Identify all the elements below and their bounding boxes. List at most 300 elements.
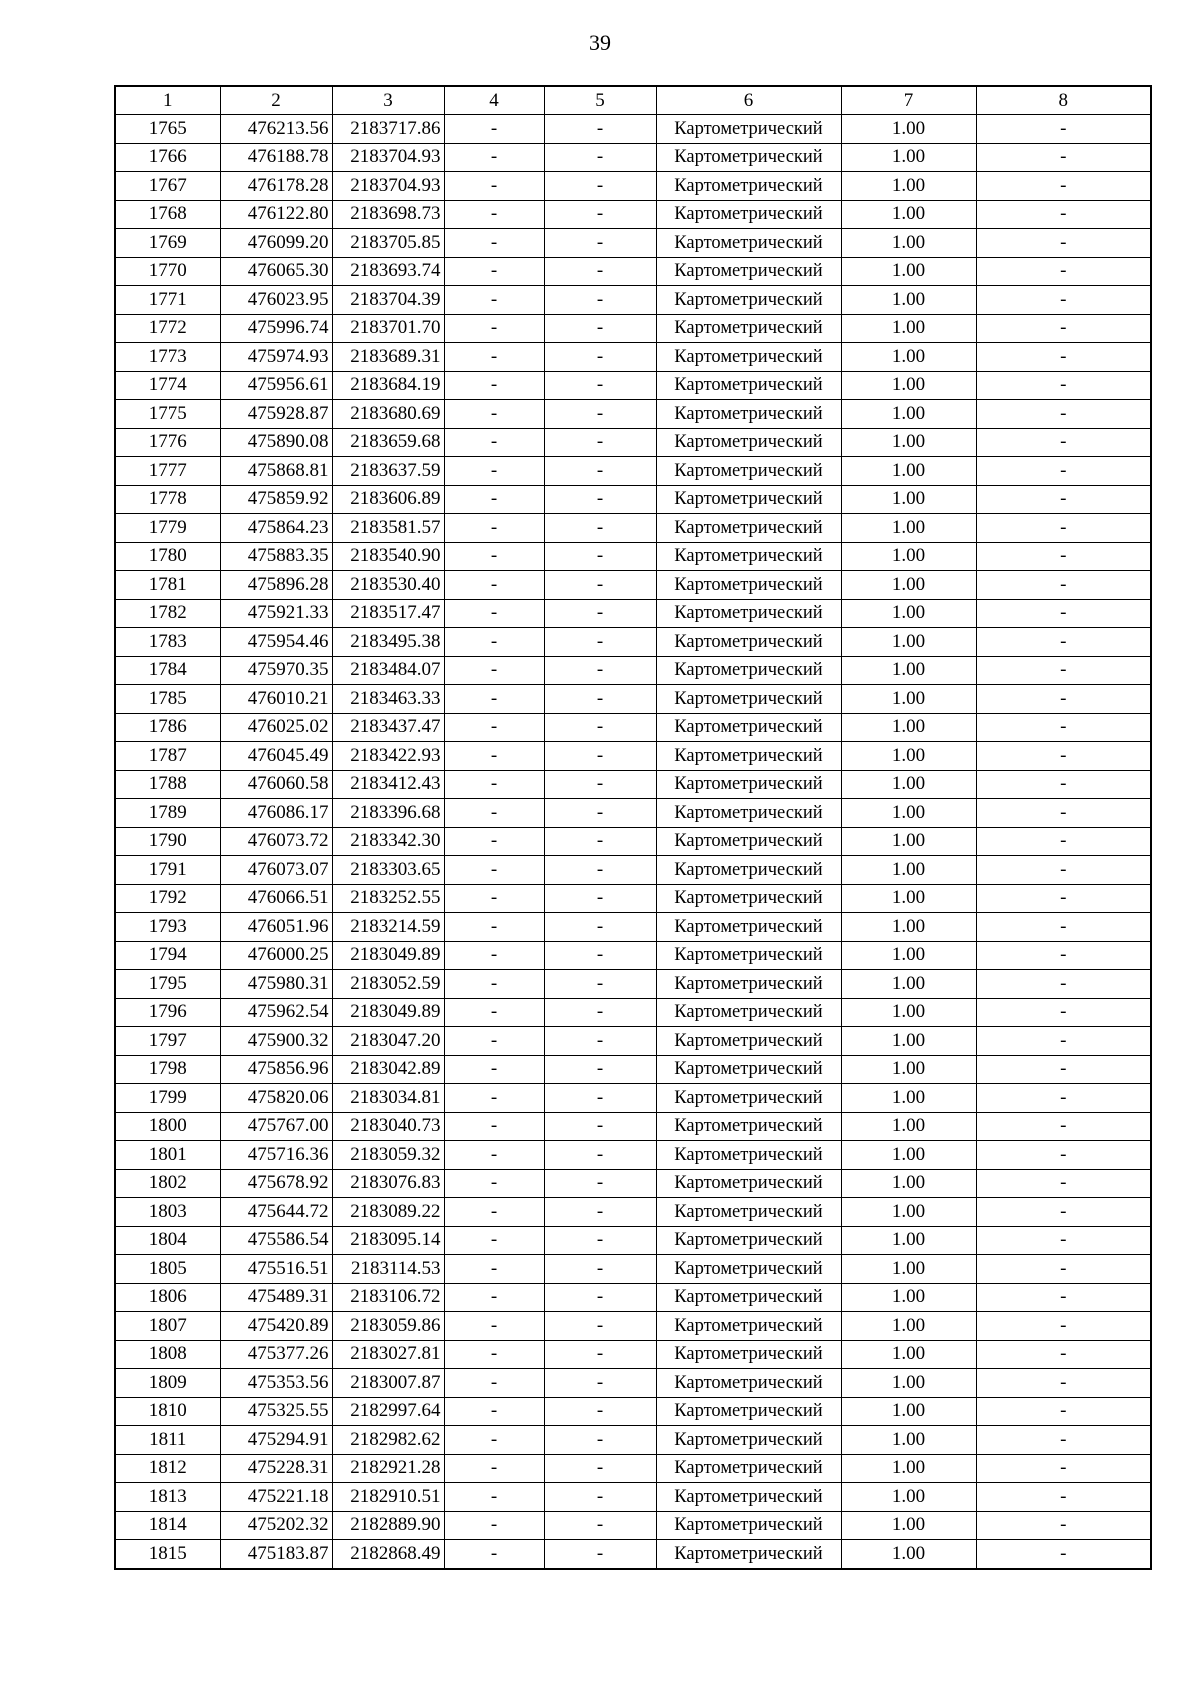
- point-number: 1800: [115, 1112, 220, 1141]
- col-5-value: -: [544, 827, 656, 856]
- column-header: 4: [444, 86, 544, 115]
- table-row: [115, 1112, 1151, 1141]
- col-5-value: -: [544, 913, 656, 942]
- coord-y: 2183027.81: [332, 1340, 444, 1369]
- table-row: [115, 1454, 1151, 1483]
- coord-x: 475864.23: [220, 514, 332, 543]
- col-8-value: -: [976, 1112, 1151, 1141]
- col-4-value: -: [444, 1426, 544, 1455]
- col-8-value: -: [976, 913, 1151, 942]
- col-8-value: -: [976, 856, 1151, 885]
- col-8-value: -: [976, 713, 1151, 742]
- accuracy-value: 1.00: [841, 1141, 976, 1170]
- col-4-value: -: [444, 1312, 544, 1341]
- coord-y: 2183717.86: [332, 115, 444, 144]
- point-number: 1802: [115, 1169, 220, 1198]
- method-value: Картометрический: [656, 685, 841, 714]
- coord-y: 2183689.31: [332, 343, 444, 372]
- method-value: Картометрический: [656, 1141, 841, 1170]
- coord-x: 475883.35: [220, 542, 332, 571]
- coord-y: 2183303.65: [332, 856, 444, 885]
- col-5-value: -: [544, 286, 656, 315]
- coord-x: 475489.31: [220, 1283, 332, 1312]
- accuracy-value: 1.00: [841, 1540, 976, 1569]
- table-row: [115, 770, 1151, 799]
- col-4-value: -: [444, 998, 544, 1027]
- col-8-value: -: [976, 428, 1151, 457]
- table-row: [115, 428, 1151, 457]
- table-row: [115, 742, 1151, 771]
- accuracy-value: 1.00: [841, 1369, 976, 1398]
- accuracy-value: 1.00: [841, 1198, 976, 1227]
- coord-x: 476065.30: [220, 257, 332, 286]
- col-5-value: -: [544, 856, 656, 885]
- table-row: [115, 286, 1151, 315]
- accuracy-value: 1.00: [841, 1255, 976, 1284]
- col-5-value: -: [544, 656, 656, 685]
- col-5-value: -: [544, 799, 656, 828]
- point-number: 1783: [115, 628, 220, 657]
- col-4-value: -: [444, 1055, 544, 1084]
- accuracy-value: 1.00: [841, 1340, 976, 1369]
- coord-y: 2183437.47: [332, 713, 444, 742]
- table-row: [115, 1027, 1151, 1056]
- col-8-value: -: [976, 1169, 1151, 1198]
- table-row: [115, 229, 1151, 258]
- coord-y: 2182982.62: [332, 1426, 444, 1455]
- accuracy-value: 1.00: [841, 428, 976, 457]
- col-4-value: -: [444, 1540, 544, 1569]
- col-8-value: -: [976, 1397, 1151, 1426]
- col-4-value: -: [444, 685, 544, 714]
- coord-x: 475420.89: [220, 1312, 332, 1341]
- method-value: Картометрический: [656, 371, 841, 400]
- method-value: Картометрический: [656, 514, 841, 543]
- method-value: Картометрический: [656, 599, 841, 628]
- col-8-value: -: [976, 371, 1151, 400]
- col-4-value: -: [444, 485, 544, 514]
- point-number: 1810: [115, 1397, 220, 1426]
- coord-x: 475974.93: [220, 343, 332, 372]
- col-5-value: -: [544, 257, 656, 286]
- col-4-value: -: [444, 970, 544, 999]
- coord-x: 475928.87: [220, 400, 332, 429]
- col-4-value: -: [444, 599, 544, 628]
- coord-y: 2183517.47: [332, 599, 444, 628]
- coord-x: 475516.51: [220, 1255, 332, 1284]
- coord-y: 2183342.30: [332, 827, 444, 856]
- col-8-value: -: [976, 1511, 1151, 1540]
- point-number: 1799: [115, 1084, 220, 1113]
- coord-x: 476213.56: [220, 115, 332, 144]
- coord-x: 476051.96: [220, 913, 332, 942]
- method-value: Картометрический: [656, 998, 841, 1027]
- col-5-value: -: [544, 628, 656, 657]
- coord-x: 475221.18: [220, 1483, 332, 1512]
- point-number: 1805: [115, 1255, 220, 1284]
- point-number: 1777: [115, 457, 220, 486]
- col-5-value: -: [544, 514, 656, 543]
- column-header: 6: [656, 86, 841, 115]
- col-5-value: -: [544, 1369, 656, 1398]
- col-5-value: -: [544, 428, 656, 457]
- accuracy-value: 1.00: [841, 599, 976, 628]
- method-value: Картометрический: [656, 713, 841, 742]
- col-8-value: -: [976, 685, 1151, 714]
- col-8-value: -: [976, 742, 1151, 771]
- col-5-value: -: [544, 229, 656, 258]
- point-number: 1772: [115, 314, 220, 343]
- accuracy-value: 1.00: [841, 143, 976, 172]
- column-header: 3: [332, 86, 444, 115]
- col-4-value: -: [444, 628, 544, 657]
- col-4-value: -: [444, 172, 544, 201]
- col-8-value: -: [976, 1027, 1151, 1056]
- col-8-value: -: [976, 400, 1151, 429]
- table-row: [115, 827, 1151, 856]
- coord-y: 2182910.51: [332, 1483, 444, 1512]
- accuracy-value: 1.00: [841, 799, 976, 828]
- col-8-value: -: [976, 343, 1151, 372]
- col-8-value: -: [976, 457, 1151, 486]
- col-8-value: -: [976, 542, 1151, 571]
- method-value: Картометрический: [656, 1312, 841, 1341]
- coord-y: 2183007.87: [332, 1369, 444, 1398]
- accuracy-value: 1.00: [841, 656, 976, 685]
- coord-x: 475767.00: [220, 1112, 332, 1141]
- table-row: [115, 656, 1151, 685]
- col-8-value: -: [976, 314, 1151, 343]
- col-5-value: -: [544, 571, 656, 600]
- method-value: Картометрический: [656, 314, 841, 343]
- method-value: Картометрический: [656, 1283, 841, 1312]
- method-value: Картометрический: [656, 1397, 841, 1426]
- table-row: [115, 1169, 1151, 1198]
- point-number: 1787: [115, 742, 220, 771]
- column-header: 7: [841, 86, 976, 115]
- col-8-value: -: [976, 1226, 1151, 1255]
- accuracy-value: 1.00: [841, 343, 976, 372]
- coord-y: 2183698.73: [332, 200, 444, 229]
- method-value: Картометрический: [656, 229, 841, 258]
- method-value: Картометрический: [656, 827, 841, 856]
- coord-y: 2183680.69: [332, 400, 444, 429]
- coord-y: 2183659.68: [332, 428, 444, 457]
- method-value: Картометрический: [656, 428, 841, 457]
- col-4-value: -: [444, 286, 544, 315]
- table-row: [115, 1483, 1151, 1512]
- accuracy-value: 1.00: [841, 485, 976, 514]
- accuracy-value: 1.00: [841, 371, 976, 400]
- col-8-value: -: [976, 827, 1151, 856]
- point-number: 1807: [115, 1312, 220, 1341]
- coord-x: 475970.35: [220, 656, 332, 685]
- coord-x: 475586.54: [220, 1226, 332, 1255]
- table-row: [115, 485, 1151, 514]
- table-row: [115, 856, 1151, 885]
- col-5-value: -: [544, 1426, 656, 1455]
- accuracy-value: 1.00: [841, 571, 976, 600]
- col-4-value: -: [444, 1340, 544, 1369]
- accuracy-value: 1.00: [841, 400, 976, 429]
- point-number: 1811: [115, 1426, 220, 1455]
- coord-y: 2183581.57: [332, 514, 444, 543]
- accuracy-value: 1.00: [841, 200, 976, 229]
- method-value: Картометрический: [656, 1483, 841, 1512]
- col-5-value: -: [544, 713, 656, 742]
- col-4-value: -: [444, 1511, 544, 1540]
- table-row: [115, 314, 1151, 343]
- point-number: 1803: [115, 1198, 220, 1227]
- coord-y: 2183059.86: [332, 1312, 444, 1341]
- col-5-value: -: [544, 485, 656, 514]
- col-5-value: -: [544, 685, 656, 714]
- coord-y: 2183484.07: [332, 656, 444, 685]
- accuracy-value: 1.00: [841, 970, 976, 999]
- col-8-value: -: [976, 656, 1151, 685]
- coord-x: 475377.26: [220, 1340, 332, 1369]
- table-row: [115, 1084, 1151, 1113]
- method-value: Картометрический: [656, 172, 841, 201]
- table-row: [115, 571, 1151, 600]
- coord-x: 475921.33: [220, 599, 332, 628]
- col-4-value: -: [444, 742, 544, 771]
- method-value: Картометрический: [656, 1369, 841, 1398]
- accuracy-value: 1.00: [841, 1027, 976, 1056]
- accuracy-value: 1.00: [841, 941, 976, 970]
- table-row: [115, 685, 1151, 714]
- coord-y: 2183076.83: [332, 1169, 444, 1198]
- accuracy-value: 1.00: [841, 314, 976, 343]
- point-number: 1781: [115, 571, 220, 600]
- coord-x: 475202.32: [220, 1511, 332, 1540]
- col-8-value: -: [976, 1141, 1151, 1170]
- col-8-value: -: [976, 599, 1151, 628]
- point-number: 1786: [115, 713, 220, 742]
- method-value: Картометрический: [656, 457, 841, 486]
- method-value: Картометрический: [656, 913, 841, 942]
- accuracy-value: 1.00: [841, 257, 976, 286]
- coord-y: 2183704.93: [332, 143, 444, 172]
- method-value: Картометрический: [656, 1255, 841, 1284]
- method-value: Картометрический: [656, 742, 841, 771]
- table-row: [115, 1283, 1151, 1312]
- accuracy-value: 1.00: [841, 1312, 976, 1341]
- col-4-value: -: [444, 1226, 544, 1255]
- col-5-value: -: [544, 172, 656, 201]
- coord-x: 475183.87: [220, 1540, 332, 1569]
- coord-x: 476010.21: [220, 685, 332, 714]
- table-row: [115, 400, 1151, 429]
- point-number: 1766: [115, 143, 220, 172]
- col-4-value: -: [444, 856, 544, 885]
- point-number: 1779: [115, 514, 220, 543]
- point-number: 1769: [115, 229, 220, 258]
- col-4-value: -: [444, 115, 544, 144]
- col-5-value: -: [544, 941, 656, 970]
- point-number: 1815: [115, 1540, 220, 1569]
- table-row: [115, 1255, 1151, 1284]
- point-number: 1794: [115, 941, 220, 970]
- method-value: Картометрический: [656, 799, 841, 828]
- point-number: 1801: [115, 1141, 220, 1170]
- coord-y: 2183422.93: [332, 742, 444, 771]
- method-value: Картометрический: [656, 1169, 841, 1198]
- table-row: [115, 257, 1151, 286]
- col-4-value: -: [444, 1112, 544, 1141]
- col-4-value: -: [444, 1454, 544, 1483]
- method-value: Картометрический: [656, 970, 841, 999]
- table-row: [115, 542, 1151, 571]
- table-row: [115, 998, 1151, 1027]
- method-value: Картометрический: [656, 1340, 841, 1369]
- point-number: 1785: [115, 685, 220, 714]
- coord-x: 475962.54: [220, 998, 332, 1027]
- table-row: [115, 941, 1151, 970]
- coord-x: 475820.06: [220, 1084, 332, 1113]
- col-4-value: -: [444, 770, 544, 799]
- col-4-value: -: [444, 200, 544, 229]
- method-value: Картометрический: [656, 1226, 841, 1255]
- table-row: [115, 799, 1151, 828]
- table-row: [115, 713, 1151, 742]
- page-number: 39: [589, 30, 611, 55]
- col-8-value: -: [976, 799, 1151, 828]
- col-4-value: -: [444, 1283, 544, 1312]
- coord-x: 475678.92: [220, 1169, 332, 1198]
- col-8-value: -: [976, 485, 1151, 514]
- col-8-value: -: [976, 1369, 1151, 1398]
- coord-x: 475980.31: [220, 970, 332, 999]
- coord-y: 2183095.14: [332, 1226, 444, 1255]
- table-row: [115, 628, 1151, 657]
- col-4-value: -: [444, 713, 544, 742]
- table-row: [115, 1312, 1151, 1341]
- coord-x: 476045.49: [220, 742, 332, 771]
- col-8-value: -: [976, 143, 1151, 172]
- col-5-value: -: [544, 1141, 656, 1170]
- coord-y: 2183412.43: [332, 770, 444, 799]
- method-value: Картометрический: [656, 770, 841, 799]
- col-8-value: -: [976, 1340, 1151, 1369]
- coord-x: 475996.74: [220, 314, 332, 343]
- col-4-value: -: [444, 799, 544, 828]
- col-4-value: -: [444, 457, 544, 486]
- coord-y: 2183059.32: [332, 1141, 444, 1170]
- col-5-value: -: [544, 998, 656, 1027]
- col-8-value: -: [976, 115, 1151, 144]
- col-5-value: -: [544, 115, 656, 144]
- col-8-value: -: [976, 257, 1151, 286]
- coord-y: 2183704.39: [332, 286, 444, 315]
- method-value: Картометрический: [656, 1084, 841, 1113]
- coord-x: 475644.72: [220, 1198, 332, 1227]
- table-row: [115, 913, 1151, 942]
- table-row: [115, 115, 1151, 144]
- point-number: 1774: [115, 371, 220, 400]
- col-5-value: -: [544, 1397, 656, 1426]
- coord-y: 2183049.89: [332, 941, 444, 970]
- col-8-value: -: [976, 770, 1151, 799]
- point-number: 1780: [115, 542, 220, 571]
- col-5-value: -: [544, 970, 656, 999]
- coordinates-table: [114, 85, 1152, 1570]
- method-value: Картометрический: [656, 941, 841, 970]
- accuracy-value: 1.00: [841, 884, 976, 913]
- point-number: 1796: [115, 998, 220, 1027]
- col-8-value: -: [976, 229, 1151, 258]
- col-5-value: -: [544, 1454, 656, 1483]
- method-value: Картометрический: [656, 1454, 841, 1483]
- col-5-value: -: [544, 143, 656, 172]
- table-row: [115, 1055, 1151, 1084]
- coord-x: 475294.91: [220, 1426, 332, 1455]
- coord-x: 476086.17: [220, 799, 332, 828]
- col-8-value: -: [976, 571, 1151, 600]
- accuracy-value: 1.00: [841, 713, 976, 742]
- col-4-value: -: [444, 514, 544, 543]
- accuracy-value: 1.00: [841, 1169, 976, 1198]
- col-4-value: -: [444, 941, 544, 970]
- coord-x: 476000.25: [220, 941, 332, 970]
- col-8-value: -: [976, 1084, 1151, 1113]
- col-5-value: -: [544, 400, 656, 429]
- col-8-value: -: [976, 1454, 1151, 1483]
- col-5-value: -: [544, 343, 656, 372]
- point-number: 1784: [115, 656, 220, 685]
- col-4-value: -: [444, 1141, 544, 1170]
- coord-y: 2183252.55: [332, 884, 444, 913]
- point-number: 1792: [115, 884, 220, 913]
- coord-x: 475856.96: [220, 1055, 332, 1084]
- accuracy-value: 1.00: [841, 998, 976, 1027]
- column-header: 2: [220, 86, 332, 115]
- col-8-value: -: [976, 941, 1151, 970]
- coord-y: 2183214.59: [332, 913, 444, 942]
- method-value: Картометрический: [656, 1540, 841, 1569]
- col-4-value: -: [444, 143, 544, 172]
- coord-y: 2183701.70: [332, 314, 444, 343]
- point-number: 1788: [115, 770, 220, 799]
- coord-y: 2182889.90: [332, 1511, 444, 1540]
- coord-x: 476099.20: [220, 229, 332, 258]
- col-8-value: -: [976, 200, 1151, 229]
- method-value: Картометрический: [656, 884, 841, 913]
- coord-y: 2183040.73: [332, 1112, 444, 1141]
- coord-x: 475890.08: [220, 428, 332, 457]
- col-5-value: -: [544, 542, 656, 571]
- table-row: [115, 1198, 1151, 1227]
- table-row: [115, 143, 1151, 172]
- coord-y: 2183495.38: [332, 628, 444, 657]
- point-number: 1789: [115, 799, 220, 828]
- col-8-value: -: [976, 1312, 1151, 1341]
- table-row: [115, 1340, 1151, 1369]
- point-number: 1765: [115, 115, 220, 144]
- col-4-value: -: [444, 343, 544, 372]
- col-4-value: -: [444, 428, 544, 457]
- point-number: 1808: [115, 1340, 220, 1369]
- point-number: 1812: [115, 1454, 220, 1483]
- method-value: Картометрический: [656, 115, 841, 144]
- coord-y: 2183052.59: [332, 970, 444, 999]
- point-number: 1776: [115, 428, 220, 457]
- col-8-value: -: [976, 884, 1151, 913]
- col-4-value: -: [444, 371, 544, 400]
- col-4-value: -: [444, 1084, 544, 1113]
- coord-x: 476025.02: [220, 713, 332, 742]
- accuracy-value: 1.00: [841, 856, 976, 885]
